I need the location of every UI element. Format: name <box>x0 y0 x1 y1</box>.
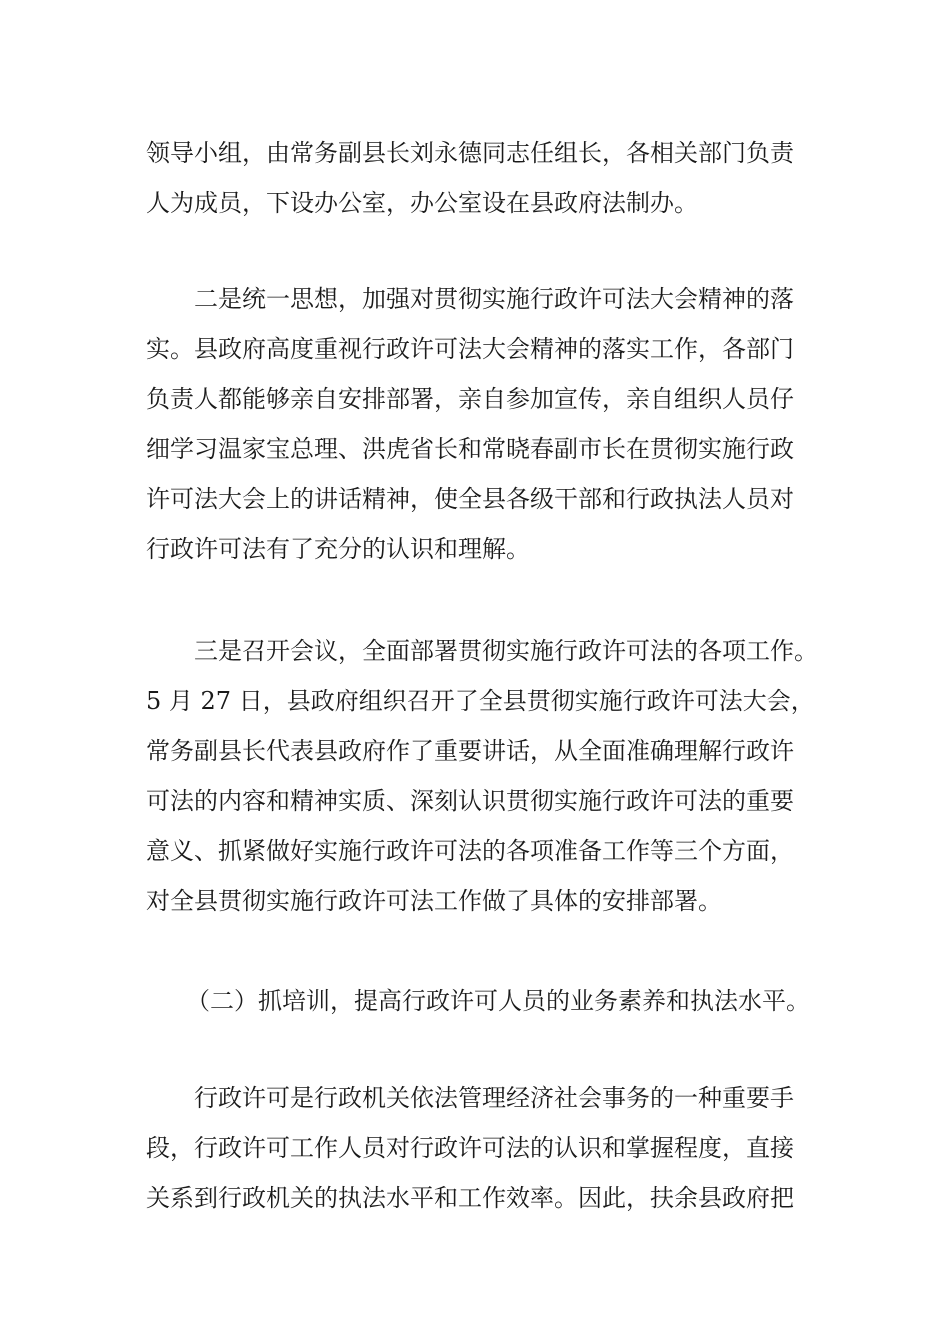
text-line: 人为成员，下设办公室，办公室设在县政府法制办。 <box>146 189 698 217</box>
paragraph-leadership-group <box>146 128 811 228</box>
paragraph-administrative-licensing <box>146 1073 811 1223</box>
text-line: 意义、抓紧做好实施行政许可法的各项准备工作等三个方面， <box>146 837 794 865</box>
section-heading-training <box>146 976 811 1026</box>
text-line: 二是统一思想，加强对贯彻实施行政许可法大会精神的落 <box>194 285 794 313</box>
text-line: 可法的内容和精神实质、深刻认识贯彻实施行政许可法的重要 <box>146 787 794 815</box>
text-line: 对全县贯彻实施行政许可法工作做了具体的安排部署。 <box>146 887 722 915</box>
text-line: 常务副县长代表县政府作了重要讲话，从全面准确理解行政许 <box>146 737 794 765</box>
text-line: 5 月 27 日，县政府组织召开了全县贯彻实施行政许可法大会， <box>146 687 815 715</box>
text-line: 行政许可是行政机关依法管理经济社会事务的一种重要手 <box>194 1084 794 1112</box>
text-line: 行政许可法有了充分的认识和理解。 <box>146 535 530 563</box>
text-line: 负责人都能够亲自安排部署，亲自参加宣传，亲自组织人员仔 <box>146 385 794 413</box>
text-line: 许可法大会上的讲话精神，使全县各级干部和行政执法人员对 <box>146 485 794 513</box>
text-line: 关系到行政机关的执法水平和工作效率。因此，扶余县政府把 <box>146 1184 794 1212</box>
text-line: 段，行政许可工作人员对行政许可法的认识和掌握程度，直接 <box>146 1134 794 1162</box>
paragraph-convene-meeting <box>146 626 818 926</box>
paragraph-unify-thinking <box>146 274 811 574</box>
text-line: 细学习温家宝总理、洪虎省长和常晓春副市长在贯彻实施行政 <box>146 435 794 463</box>
text-line: 实。县政府高度重视行政许可法大会精神的落实工作，各部门 <box>146 335 794 363</box>
section-heading: （二）抓培训，提高行政许可人员的业务素养和执法水平。 <box>186 987 810 1015</box>
text-line: 领导小组，由常务副县长刘永德同志任组长，各相关部门负责 <box>146 139 794 167</box>
text-line: 三是召开会议，全面部署贯彻实施行政许可法的各项工作。 <box>194 637 818 665</box>
